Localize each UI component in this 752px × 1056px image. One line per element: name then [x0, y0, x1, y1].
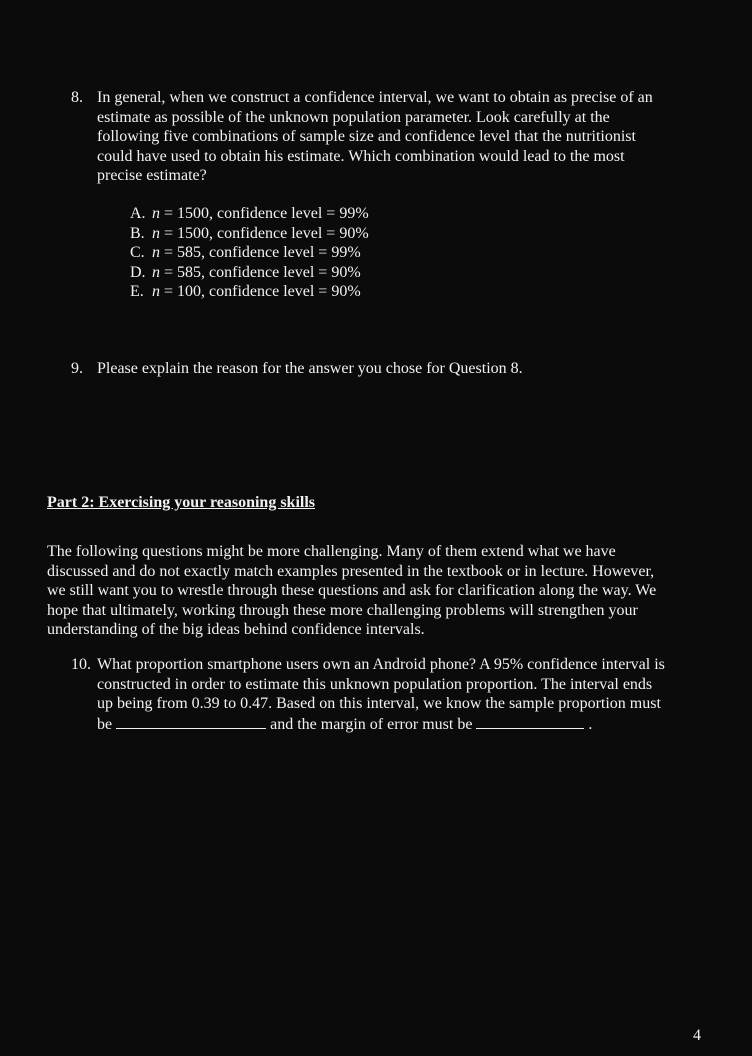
- text-line: estimate as possible of the unknown population parameter. Look carefully at the: [97, 108, 610, 126]
- text-line: understanding of the big ideas behind confidence intervals.: [47, 621, 425, 638]
- question-8-options: [130, 204, 369, 302]
- question-9-text: Please explain the reason for the answer you chose for Question 8.: [97, 360, 523, 377]
- text-line: precise estimate?: [97, 167, 207, 184]
- text-line: constructed in order to estimate this unknown population proportion. The interval ends: [97, 675, 653, 693]
- option-b: B. n = 1500, confidence level = 90%: [130, 224, 369, 242]
- text-line: hope that ultimately, working through these more challenging problems will strengthen your: [47, 601, 638, 619]
- option-a: A. n = 1500, confidence level = 99%: [130, 205, 369, 222]
- question-9-number: 9.: [71, 360, 83, 377]
- text-line: discussed and do not exactly match examples presented in the textbook or in lecture. However,: [47, 562, 655, 580]
- question-10-number: 10.: [71, 656, 91, 673]
- text-line: be and the margin of error must be .: [97, 715, 593, 733]
- text-line: we still want you to wrestle through these questions and ask for clarification along the way. We: [47, 582, 657, 599]
- page-number: 4: [693, 1027, 701, 1044]
- question-10-text: [97, 655, 665, 734]
- option-c: C. n = 585, confidence level = 99%: [130, 244, 361, 261]
- sample-proportion-blank[interactable]: [116, 714, 266, 729]
- part-2-heading: Part 2: Exercising your reasoning skills: [47, 494, 316, 511]
- text-line: What proportion smartphone users own an Android phone? A 95% confidence interval is: [97, 656, 665, 673]
- option-d: D. n = 585, confidence level = 90%: [130, 263, 361, 281]
- part-2-intro: [47, 542, 656, 640]
- margin-of-error-blank[interactable]: [476, 714, 584, 729]
- question-8-text: [97, 88, 653, 186]
- text-line: following five combinations of sample size and confidence level that the nutritionist: [97, 128, 636, 145]
- question-8-number: 8.: [71, 89, 83, 106]
- text-line: could have used to obtain his estimate. Which combination would lead to the most: [97, 147, 625, 165]
- option-e: E. n = 100, confidence level = 90%: [130, 283, 361, 300]
- text-line: The following questions might be more challenging. Many of them extend what we have: [47, 543, 616, 560]
- text-line: In general, when we construct a confidence interval, we want to obtain as precise of an: [97, 89, 653, 106]
- text-line: up being from 0.39 to 0.47. Based on this interval, we know the sample proportion must: [97, 695, 661, 712]
